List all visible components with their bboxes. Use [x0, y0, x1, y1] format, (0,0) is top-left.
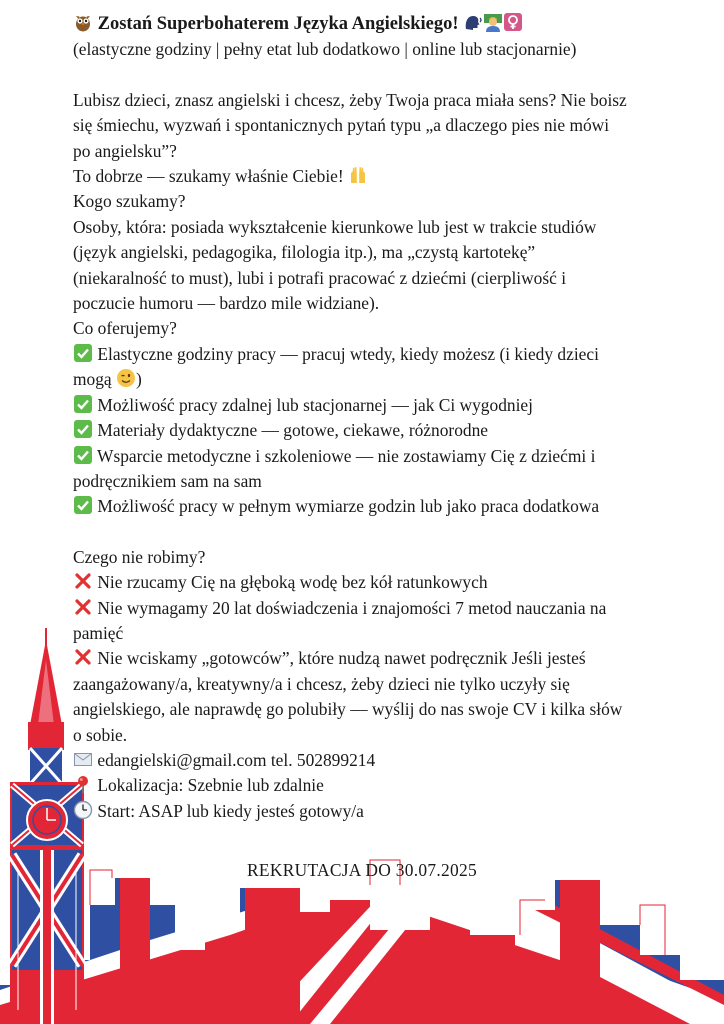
subtitle: (elastyczne godziny | pełny etat lub dodatkowo | online lub stacjonarnie) — [73, 39, 577, 60]
offer-item — [73, 444, 693, 469]
skyline-buildings — [0, 870, 724, 1024]
cross-mark-icon — [73, 597, 93, 617]
owl-icon — [73, 12, 93, 32]
check-mark-icon — [73, 495, 93, 515]
speaking-head-icon — [463, 12, 483, 32]
winking-face-icon — [116, 368, 136, 388]
contact-start-line — [73, 799, 693, 824]
offer-heading: Co oferujemy? — [73, 318, 177, 339]
offer-item — [73, 393, 693, 418]
clock-icon — [73, 800, 93, 820]
offer-item — [73, 342, 693, 367]
offer-item-text: Możliwość pracy zdalnej lub stacjonarnej — jak Ci wygodniej — [97, 394, 533, 415]
round-pushpin-icon — [73, 774, 93, 794]
intro-line: po angielsku”? — [73, 140, 177, 161]
offer-item-text: Możliwość pracy w pełnym wymiarze godzin lub jako praca dodatkowa — [97, 496, 600, 517]
cross-mark-icon — [73, 571, 93, 591]
dont-item-text: Nie rzucamy Cię na głęboką wodę bez kół ratunkowych — [97, 572, 488, 593]
check-mark-icon — [73, 394, 93, 414]
check-mark-icon — [73, 445, 93, 465]
dont-item-continued: zaangażowany/a, kreatywny/a i chcesz, żeby dzieci nie tylko uczyły się — [73, 673, 570, 694]
contact-email-text[interactable]: edangielski@gmail.com tel. 502899214 — [97, 749, 376, 770]
contact-start-text: Start: ASAP lub kiedy jesteś gotowy/a — [97, 800, 364, 821]
offer-item-text: mogą — [73, 369, 112, 390]
dont-heading: Czego nie robimy? — [73, 546, 206, 567]
who-heading: Kogo szukamy? — [73, 191, 186, 212]
dont-item-continued: pamięć — [73, 622, 124, 643]
dont-item-text: Nie wciskamy „gotowców”, które nudzą nawet podręcznik Jeśli jesteś — [97, 648, 586, 669]
intro-line: Lubisz dzieci, znasz angielski i chcesz, żeby Twoja praca miała sens? Nie boisz — [73, 89, 627, 110]
raised-hands-icon — [348, 165, 368, 185]
headline-text: Zostań Superbohaterem Języka Angielskiego! — [97, 14, 459, 34]
who-line: (język angielski, pedagogika, filologia itp.), ma „czystą kartotekę” — [73, 242, 536, 263]
offer-item-text: Materiały dydaktyczne — gotowe, ciekawe, różnorodne — [97, 420, 489, 441]
cross-mark-icon — [73, 647, 93, 667]
dont-item — [73, 596, 693, 621]
headline — [73, 12, 693, 37]
contact-email-line — [73, 748, 693, 773]
envelope-icon — [73, 749, 93, 769]
offer-item-text: Wsparcie metodyczne i szkoleniowe — nie zostawiamy Cię z dziećmi i — [97, 445, 596, 466]
dont-item-continued: o sobie. — [73, 724, 128, 745]
who-line: (niekaralność to must), lubi i potrafi pracować z dziećmi (cierpliwość i — [73, 267, 567, 288]
intro-line: się śmiechu, wyzwań i spontanicznych pytań typu „a dlaczego pies nie mówi — [73, 115, 610, 136]
dont-item-text: Nie wymagamy 20 lat doświadczenia i znajomości 7 metod nauczania na — [97, 597, 607, 618]
offer-item-continued: podręcznikiem sam na sam — [73, 470, 262, 491]
intro-cta-text: To dobrze — szukamy właśnie Ciebie! — [73, 166, 344, 187]
who-line: Osoby, która: posiada wykształcenie kierunkowe lub jest w trakcie studiów — [73, 216, 597, 237]
who-line: poczucie humoru — bardzo mile widziane). — [73, 293, 380, 314]
teacher-icon — [483, 12, 503, 32]
check-mark-icon — [73, 343, 93, 363]
offer-item-continued: mogą ) — [73, 369, 142, 390]
check-mark-icon — [73, 419, 93, 439]
offer-item — [73, 418, 693, 443]
intro-cta — [73, 164, 693, 189]
dont-item — [73, 570, 693, 595]
dont-item-continued: angielskiego, ale naprawdę go polubiły — wyślij do nas swoje CV i kilka słów — [73, 699, 623, 720]
offer-item — [73, 494, 693, 519]
dont-item — [73, 646, 693, 671]
contact-location-line — [73, 773, 693, 798]
job-advert — [73, 12, 693, 824]
offer-item-text: Elastyczne godziny pracy — pracuj wtedy, kiedy możesz (i kiedy dzieci — [97, 343, 599, 364]
recruitment-deadline: REKRUTACJA DO 30.07.2025 — [247, 860, 477, 880]
contact-location-text: Lokalizacja: Szebnie lub zdalnie — [97, 775, 324, 796]
female-sign-icon — [503, 12, 523, 32]
